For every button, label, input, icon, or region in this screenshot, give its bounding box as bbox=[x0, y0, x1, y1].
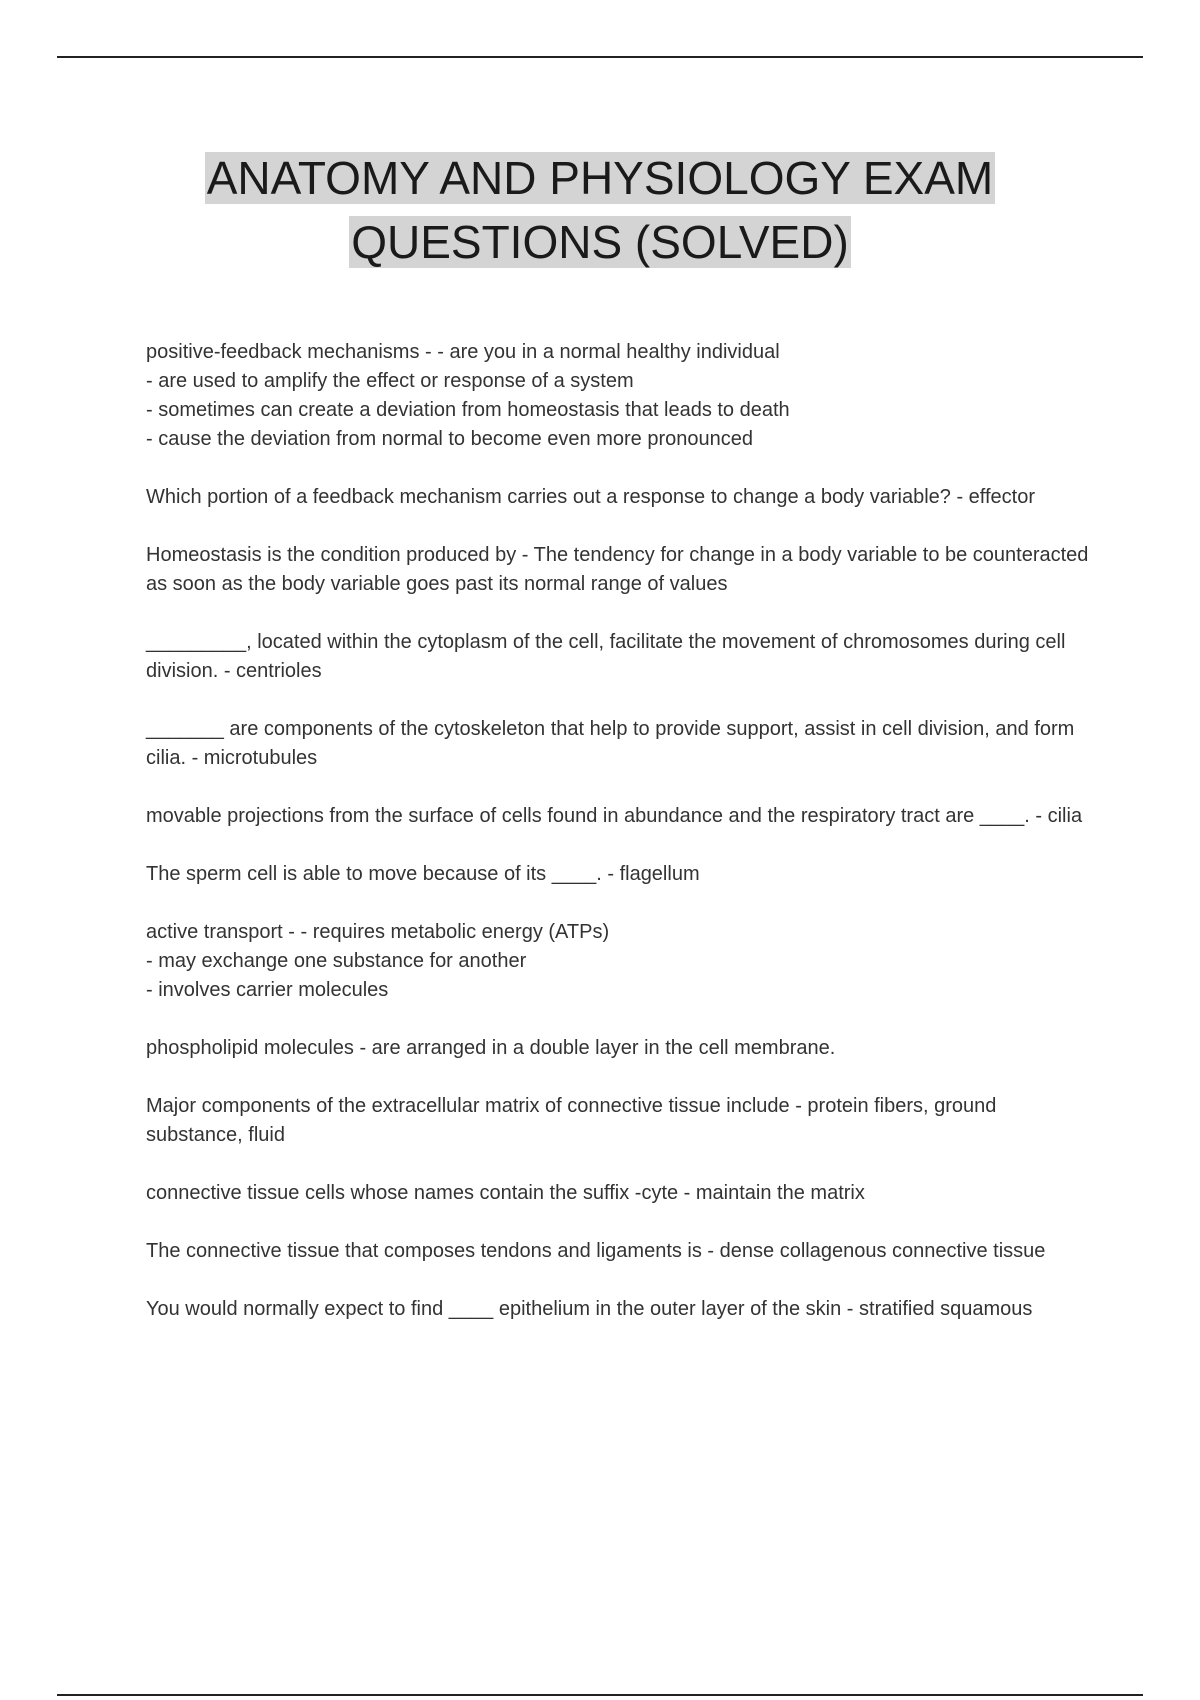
footer-rule bbox=[57, 1694, 1143, 1696]
qa-entry-effector: Which portion of a feedback mechanism carries out a response to change a body variable? - effector bbox=[146, 486, 1036, 508]
qa-entry-cilia: movable projections from the surface of cells found in abundance and the respiratory tract are ____. - cilia bbox=[146, 805, 1083, 827]
qa-entry-cyte-cells: connective tissue cells whose names contain the suffix -cyte - maintain the matrix bbox=[146, 1182, 865, 1204]
qa-entry-epithelium: You would normally expect to find ____ epithelium in the outer layer of the skin - stratified squamous bbox=[146, 1298, 1033, 1320]
qa-entry-flagellum: The sperm cell is able to move because of its ____. - flagellum bbox=[146, 863, 700, 885]
qa-entry-active-transport: active transport - - requires metabolic energy (ATPs) - may exchange one substance for another - involves carrier molecules bbox=[146, 921, 610, 1001]
qa-entry-homeostasis: Homeostasis is the condition produced by - The tendency for change in a body variable to be counteracted as soon as the body variable goes past its normal range of values bbox=[146, 544, 1089, 595]
qa-entry-positive-feedback: positive-feedback mechanisms - - are you in a normal healthy individual - are used to amplify the effect or response of a system - sometimes can create a deviation from homeostasis that leads to death - cause the deviation from normal to become even more pronounced bbox=[146, 341, 790, 450]
qa-list bbox=[146, 338, 1096, 1353]
qa-entry-phospholipid: phospholipid molecules - are arranged in a double layer in the cell membrane. bbox=[146, 1037, 836, 1059]
qa-entry-centrioles: _________, located within the cytoplasm of the cell, facilitate the movement of chromosomes during cell division. - centrioles bbox=[146, 631, 1066, 682]
header-rule bbox=[57, 56, 1143, 58]
qa-entry-extracellular-matrix: Major components of the extracellular matrix of connective tissue include - protein fibers, ground substance, fluid bbox=[146, 1095, 997, 1146]
qa-entry-microtubules: _______ are components of the cytoskeleton that help to provide support, assist in cell division, and form cilia. - microtubules bbox=[146, 718, 1075, 769]
document-title bbox=[100, 146, 1100, 274]
title-line-1: ANATOMY AND PHYSIOLOGY EXAM bbox=[206, 152, 994, 204]
title-line-2: QUESTIONS (SOLVED) bbox=[351, 216, 849, 268]
qa-entry-tendons-ligaments: The connective tissue that composes tendons and ligaments is - dense collagenous connective tissue bbox=[146, 1240, 1046, 1262]
